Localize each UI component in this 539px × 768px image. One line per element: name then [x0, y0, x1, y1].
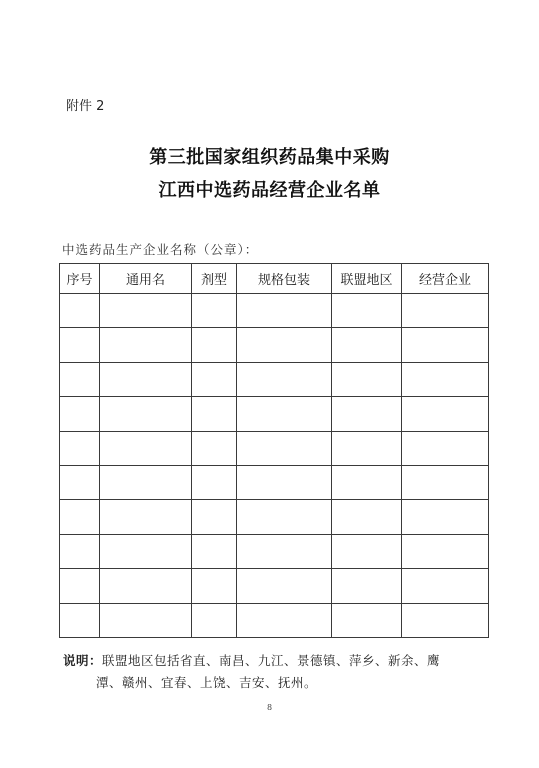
table-cell	[402, 603, 489, 637]
header-alliance-region: 联盟地区	[332, 264, 402, 294]
page-number: 8	[266, 703, 273, 712]
table-cell	[100, 397, 192, 431]
table-cell	[192, 362, 237, 396]
table-cell	[192, 294, 237, 328]
table-cell	[332, 534, 402, 568]
table-row	[60, 294, 489, 328]
table-cell	[402, 328, 489, 362]
table-row	[60, 603, 489, 637]
table-cell	[60, 328, 100, 362]
table-cell	[237, 534, 332, 568]
table-cell	[332, 294, 402, 328]
table-row	[60, 362, 489, 396]
company-name-line: 中选药品生产企业名称（公章）：	[62, 242, 259, 257]
table-cell	[100, 294, 192, 328]
table-row	[60, 397, 489, 431]
table-cell	[237, 328, 332, 362]
table-cell	[402, 294, 489, 328]
table-cell	[100, 534, 192, 568]
table-cell	[237, 362, 332, 396]
table-cell	[60, 465, 100, 499]
table-cell	[237, 397, 332, 431]
table-cell	[60, 534, 100, 568]
table-cell	[237, 431, 332, 465]
table-cell	[402, 397, 489, 431]
header-serial: 序号	[60, 264, 100, 294]
table-cell	[332, 431, 402, 465]
table-cell	[332, 328, 402, 362]
table-cell	[402, 362, 489, 396]
table-cell	[332, 500, 402, 534]
table-cell	[192, 569, 237, 603]
document-title-line1: 第三批国家组织药品集中采购	[149, 147, 390, 168]
enterprise-list-table	[59, 263, 489, 638]
table-cell	[192, 465, 237, 499]
table-cell	[60, 397, 100, 431]
header-generic-name: 通用名	[100, 264, 192, 294]
table-cell	[332, 362, 402, 396]
note-label: 说明：	[63, 653, 103, 668]
table-cell	[332, 569, 402, 603]
note-line1: 联盟地区包括省直、南昌、九江、景德镇、萍乡、新余、鹰	[102, 653, 441, 668]
table-cell	[100, 431, 192, 465]
table-header-row	[60, 264, 489, 294]
table-cell	[402, 465, 489, 499]
table-cell	[332, 397, 402, 431]
table-cell	[237, 465, 332, 499]
table-cell	[332, 465, 402, 499]
table-cell	[332, 603, 402, 637]
attachment-label: 附件 2	[66, 99, 105, 114]
table-cell	[237, 603, 332, 637]
table-cell	[237, 569, 332, 603]
table-cell	[402, 431, 489, 465]
note-block	[63, 650, 493, 694]
table-row	[60, 534, 489, 568]
table-cell	[60, 294, 100, 328]
document-title-line2: 江西中选药品经营企业名单	[158, 180, 381, 201]
header-spec-package: 规格包装	[237, 264, 332, 294]
table-cell	[192, 328, 237, 362]
table-cell	[100, 500, 192, 534]
table-cell	[237, 294, 332, 328]
table-cell	[100, 603, 192, 637]
header-distributor: 经营企业	[402, 264, 489, 294]
table-cell	[100, 465, 192, 499]
table-cell	[192, 534, 237, 568]
header-dosage-form: 剂型	[192, 264, 237, 294]
table-cell	[100, 362, 192, 396]
table-body	[60, 294, 489, 638]
table-cell	[192, 397, 237, 431]
table-cell	[402, 534, 489, 568]
table-cell	[100, 328, 192, 362]
table-row	[60, 569, 489, 603]
table-row	[60, 328, 489, 362]
table-cell	[402, 569, 489, 603]
table-cell	[237, 500, 332, 534]
table-cell	[402, 500, 489, 534]
table-cell	[60, 431, 100, 465]
table-cell	[60, 362, 100, 396]
table-cell	[100, 569, 192, 603]
table-row	[60, 500, 489, 534]
table-cell	[60, 603, 100, 637]
table-cell	[60, 500, 100, 534]
table-cell	[192, 431, 237, 465]
table-cell	[192, 603, 237, 637]
note-line2: 潭、赣州、宜春、上饶、吉安、抚州。	[96, 675, 318, 690]
table-cell	[60, 569, 100, 603]
table-row	[60, 465, 489, 499]
table-row	[60, 431, 489, 465]
table-cell	[192, 500, 237, 534]
